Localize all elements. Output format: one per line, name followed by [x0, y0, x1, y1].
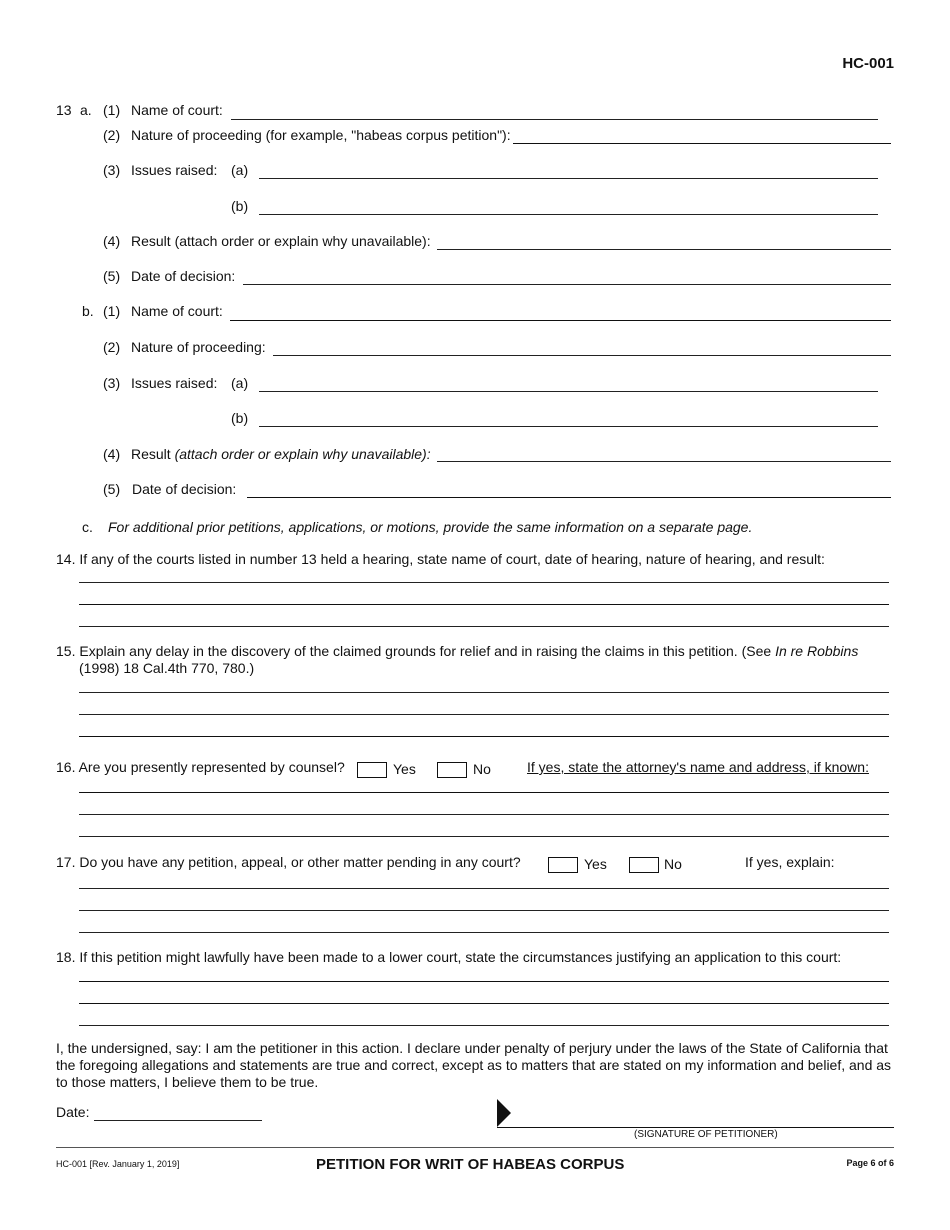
signature-arrow-icon [497, 1099, 513, 1127]
q16-no-label: No [473, 761, 491, 777]
q15-answer-line-2[interactable] [79, 714, 889, 715]
q17-answer-line-1[interactable] [79, 888, 889, 889]
q14-answer-line-2[interactable] [79, 604, 889, 605]
q17-yes-checkbox[interactable] [548, 857, 578, 873]
q16-no-checkbox[interactable] [437, 762, 467, 778]
q13a-1-num: (1) [103, 102, 121, 118]
q13b-date-label: Date of decision: [132, 481, 237, 497]
q13c-text: For additional prior petitions, applications, or motions, provide the same information on a separate page. [108, 519, 753, 535]
q13b-2-num: (2) [103, 339, 121, 355]
q13b-result-label [131, 446, 431, 462]
footer-rev: HC-001 [Rev. January 1, 2019] [56, 1159, 180, 1169]
q13a-issue-b-label: (b) [231, 198, 249, 214]
q16-followup: If yes, state the attorney's name and address, if known: [527, 759, 869, 775]
q15-text [56, 643, 858, 659]
q17-yes-label: Yes [584, 856, 607, 872]
q13a-name-of-court-label: Name of court: [131, 102, 223, 118]
q13a-result-label: Result (attach order or explain why unavailable): [131, 233, 431, 249]
q18-answer-line-3[interactable] [79, 1025, 889, 1026]
q16-yes-label: Yes [393, 761, 416, 777]
footer-title: PETITION FOR WRIT OF HABEAS CORPUS [316, 1156, 625, 1173]
date-line[interactable] [94, 1120, 262, 1121]
q17-answer-line-2[interactable] [79, 910, 889, 911]
q13b-result-line[interactable] [437, 461, 891, 462]
q13a-date-line[interactable] [243, 284, 891, 285]
q13a-result-line[interactable] [437, 249, 891, 250]
q16-yes-checkbox[interactable] [357, 762, 387, 778]
q13b-nature-label: Nature of proceeding: [131, 339, 266, 355]
q13a-nature-label: Nature of proceeding (for example, "habeas corpus petition"): [131, 127, 511, 143]
q13c-letter: c. [82, 519, 93, 535]
form-number: HC-001 [842, 55, 894, 72]
q13b-4-num: (4) [103, 446, 121, 462]
q13b-1-num: (1) [103, 303, 121, 319]
q13-number: 13 [56, 102, 72, 118]
q16-text: 16. Are you presently represented by counsel? [56, 759, 345, 775]
q13b-nature-line[interactable] [273, 355, 891, 356]
q13a-date-label: Date of decision: [131, 268, 236, 284]
q13a-nature-line[interactable] [513, 143, 891, 144]
q15-answer-line-3[interactable] [79, 736, 889, 737]
q13a-issue-a-label: (a) [231, 162, 249, 178]
q13a-issue-b-line[interactable] [259, 214, 878, 215]
q14-answer-line-3[interactable] [79, 626, 889, 627]
date-label: Date: [56, 1104, 90, 1120]
q13a-4-num: (4) [103, 233, 121, 249]
q16-answer-line-2[interactable] [79, 814, 889, 815]
footer-divider [56, 1147, 894, 1148]
q15-text-a: 15. Explain any delay in the discovery of the claimed grounds for relief and in raising the claims in this petition. (See [56, 643, 772, 659]
q13b-name-of-court-line[interactable] [230, 320, 891, 321]
q13b-date-line[interactable] [247, 497, 891, 498]
q13a-5-num: (5) [103, 268, 121, 284]
q13a-issues-label: Issues raised: [131, 162, 218, 178]
signature-caption: (SIGNATURE OF PETITIONER) [634, 1129, 778, 1140]
q13b-issue-b-label: (b) [231, 410, 249, 426]
footer-page: Page 6 of 6 [846, 1158, 894, 1168]
q17-no-label: No [664, 856, 682, 872]
q15-answer-line-1[interactable] [79, 692, 889, 693]
q13a-3-num: (3) [103, 162, 121, 178]
q15-text-b: (1998) 18 Cal.4th 770, 780.) [79, 660, 255, 676]
q13a-name-of-court-line[interactable] [231, 119, 878, 120]
q13b-issue-a-line[interactable] [259, 391, 878, 392]
q13a-letter: a. [80, 102, 92, 118]
q17-no-checkbox[interactable] [629, 857, 659, 873]
q18-answer-line-1[interactable] [79, 981, 889, 982]
q18-text: 18. If this petition might lawfully have been made to a lower court, state the circumstances justifying an application to this court: [56, 949, 842, 965]
q15-case-name: In re Robbins [775, 643, 859, 659]
q17-text: 17. Do you have any petition, appeal, or other matter pending in any court? [56, 854, 521, 870]
q16-answer-line-1[interactable] [79, 792, 889, 793]
q14-text: 14. If any of the courts listed in number 13 held a hearing, state name of court, date of hearing, nature of hearing, and result: [56, 551, 825, 567]
q13b-5-num: (5) [103, 481, 121, 497]
q13b-3-num: (3) [103, 375, 121, 391]
q17-followup: If yes, explain: [745, 854, 835, 870]
q13b-issue-b-line[interactable] [259, 426, 878, 427]
q13b-letter: b. [82, 303, 94, 319]
signature-line[interactable] [497, 1127, 894, 1128]
q13b-issue-a-label: (a) [231, 375, 249, 391]
declaration-text: I, the undersigned, say: I am the petitioner in this action. I declare under penalty of perjury under the laws of the State of California that the foregoing allegations and statements are true and correct, except as to matters that are stated on my information and belief, and as to those matters, I believe them to be true. [56, 1040, 892, 1090]
q13a-issue-a-line[interactable] [259, 178, 878, 179]
q13a-2-num: (2) [103, 127, 121, 143]
q16-answer-line-3[interactable] [79, 836, 889, 837]
q13b-result-prefix: Result [131, 446, 171, 462]
q18-answer-line-2[interactable] [79, 1003, 889, 1004]
q13b-issues-label: Issues raised: [131, 375, 218, 391]
q13b-name-of-court-label: Name of court: [131, 303, 223, 319]
q14-answer-line-1[interactable] [79, 582, 889, 583]
q17-answer-line-3[interactable] [79, 932, 889, 933]
q13b-result-italic: (attach order or explain why unavailable): [174, 446, 431, 462]
